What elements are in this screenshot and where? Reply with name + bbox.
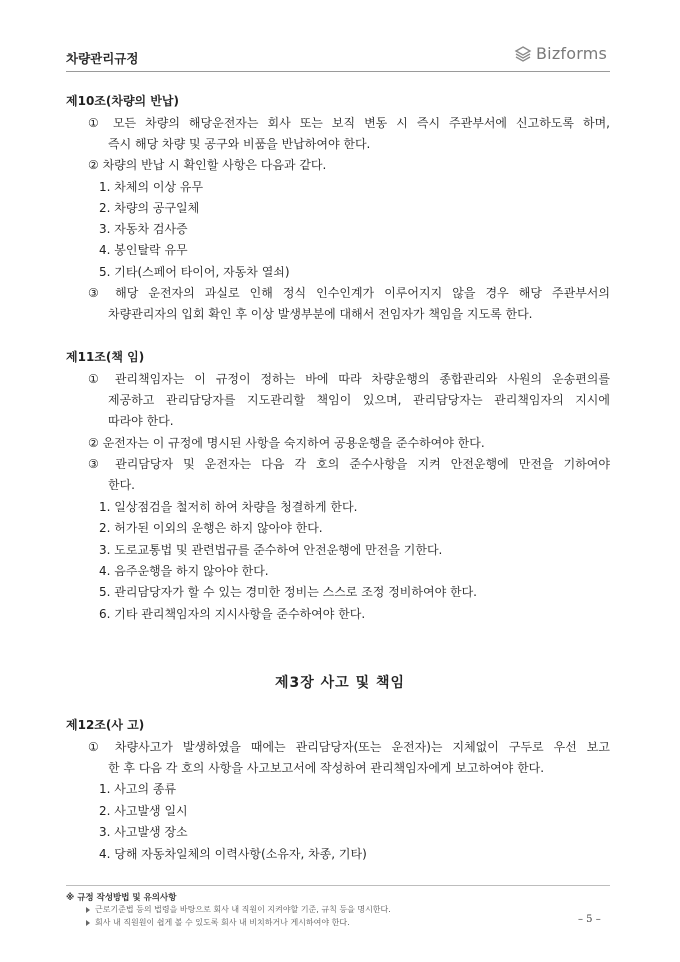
triangle-bullet-icon [86, 907, 90, 913]
footnote-item [86, 904, 391, 915]
article-11-paragraph-3-line-1: ③ 관리담당자 및 운전자는 다음 각 호의 준수사항을 지켜 안전운행에 만전을 기하여야 [88, 457, 610, 471]
article-11-paragraph-1-line-2: 제공하고 관리담당자를 지도관리할 책임이 있으며, 관리담당자는 관리책임자의 지시에 [108, 393, 610, 407]
list-item: 3. 도로교통법 및 관련법규를 준수하여 안전운행에 만전을 기한다. [99, 543, 443, 557]
brand-logo [514, 44, 607, 63]
list-item: 3. 사고발생 장소 [99, 825, 188, 839]
footnote-text: 회사 내 직원원이 쉽게 볼 수 있도록 회사 내 비치하거나 게시하여야 한다. [95, 918, 350, 927]
list-item: 5. 기타(스페어 타이어, 자동차 열쇠) [99, 265, 290, 279]
article-11-paragraph-1-line-1: ① 관리책임자는 이 규정이 정하는 바에 따라 차량운행의 종합관리와 사원의 운송편의를 [88, 372, 610, 386]
brand-name: Bizforms [536, 44, 608, 63]
article-11-heading: 제11조(책 임) [66, 350, 145, 364]
article-10-paragraph-1-line-2: 즉시 해당 차량 및 공구와 비품을 반납하여야 한다. [108, 137, 371, 151]
list-item: 2. 사고발생 일시 [99, 804, 188, 818]
footnote-item [86, 917, 350, 928]
chapter-3-title: 제3장 사고 및 책임 [274, 675, 406, 691]
article-10-paragraph-3-line-1: ③ 해당 운전자의 과실로 인해 정식 인수인계가 이루어지지 않을 경우 해당 주관부서의 [88, 286, 610, 300]
article-10-heading: 제10조(차량의 반납) [66, 94, 179, 108]
list-item: 4. 당해 자동차일체의 이력사항(소유자, 차종, 기타) [99, 847, 367, 861]
article-10-paragraph-2: ② 차량의 반납 시 확인할 사항은 다음과 같다. [88, 158, 327, 172]
list-item: 4. 봉인탈락 유무 [99, 243, 188, 257]
footer-divider [66, 885, 610, 886]
article-12-paragraph-1-line-1: ① 차량사고가 발생하였을 때에는 관리담당자(또는 운전자)는 지체없이 구두로 우선 보고 [88, 740, 610, 754]
article-10-paragraph-1-line-1: ① 모든 차량의 해당운전자는 회사 또는 보직 변동 시 즉시 주관부서에 신고하도록 하며, [88, 116, 610, 130]
header-divider [66, 71, 610, 72]
list-item: 3. 자동차 검사증 [99, 222, 188, 236]
list-item: 6. 기타 관리책임자의 지시사항을 준수하여야 한다. [99, 607, 366, 621]
article-10-paragraph-3-line-2: 차량관리자의 입회 확인 후 이상 발생부분에 대해서 전임자가 책임을 지도록 한다. [108, 307, 533, 321]
list-item: 1. 사고의 종류 [99, 782, 177, 796]
list-item: 5. 관리담당자가 할 수 있는 경미한 정비는 스스로 조정 정비하여야 한다. [99, 585, 477, 599]
list-item: 2. 허가된 이외의 운행은 하지 않아야 한다. [99, 521, 323, 535]
document-title: 차량관리규정 [66, 51, 139, 66]
footnote-title: ※ 규정 작성방법 및 유의사항 [66, 893, 177, 903]
list-item: 4. 음주운행을 하지 않아야 한다. [99, 564, 269, 578]
list-item: 1. 일상점검을 철저히 하여 차량을 청결하게 한다. [99, 500, 358, 514]
list-item: 2. 차량의 공구일체 [99, 201, 200, 215]
triangle-bullet-icon [86, 920, 90, 926]
article-12-heading: 제12조(사 고) [66, 718, 145, 732]
footnote-text: 근로기준법 등의 법령을 바탕으로 회사 내 직원이 지켜야할 기준, 규칙 등을 명시한다. [95, 905, 391, 914]
article-11-paragraph-1-line-3: 따라야 한다. [108, 414, 174, 428]
list-item: 1. 차체의 이상 유무 [99, 180, 204, 194]
page-number: – 5 – [578, 914, 601, 925]
article-11-paragraph-3-line-2: 한다. [108, 478, 135, 492]
article-11-paragraph-2: ② 운전자는 이 규정에 명시된 사항을 숙지하여 공용운행을 준수하여야 한다. [88, 436, 485, 450]
article-12-paragraph-1-line-2: 한 후 다음 각 호의 사항을 사고보고서에 작성하여 관리책임자에게 보고하여야 한다. [108, 761, 545, 775]
stacked-layers-icon [514, 45, 532, 63]
